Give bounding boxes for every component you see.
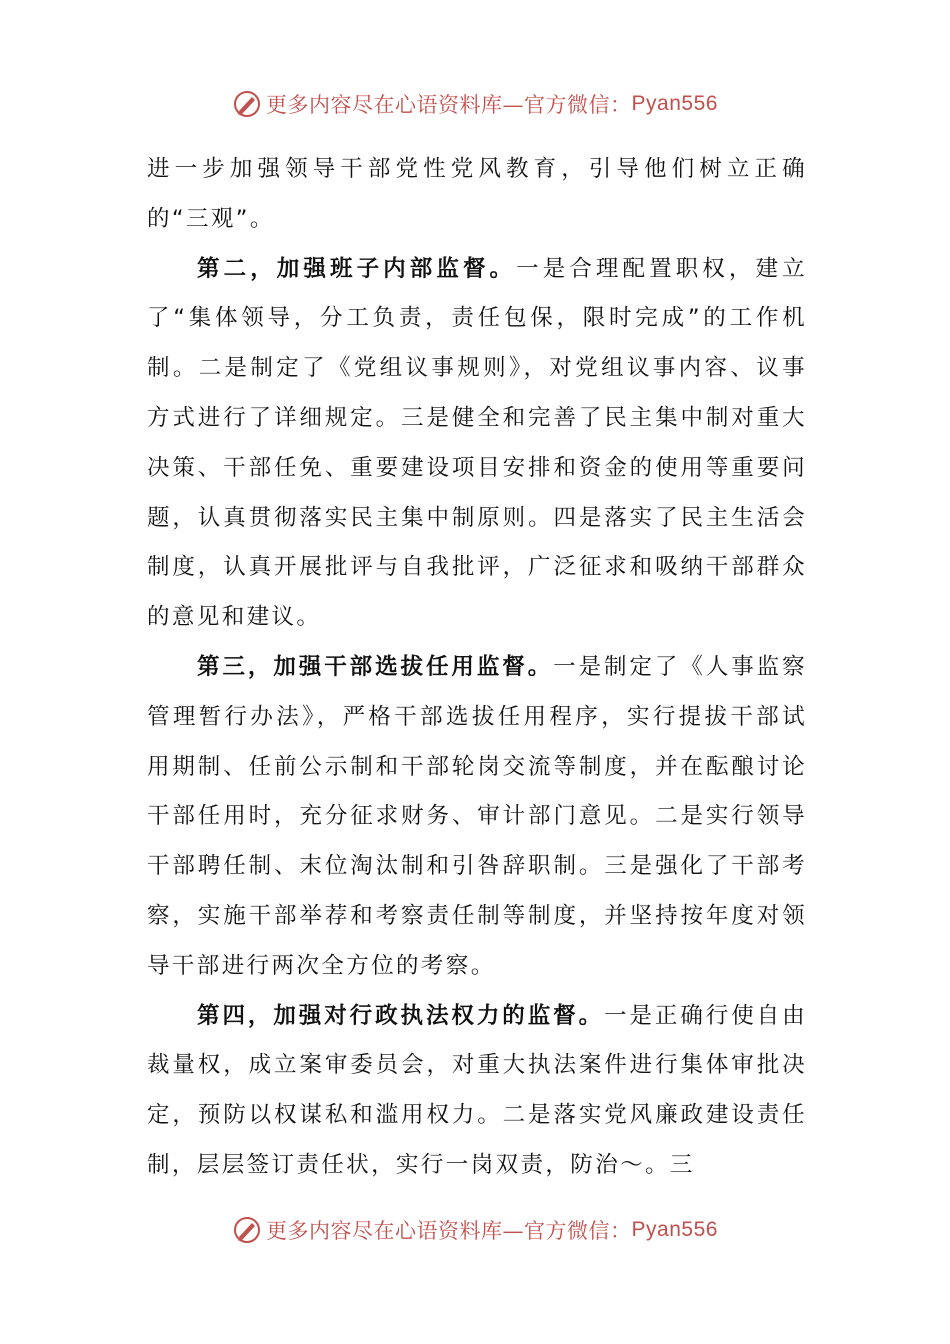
paragraph: [147, 992, 807, 1191]
header-banner: [0, 84, 950, 124]
paragraph: [147, 245, 807, 643]
paragraph-text: 一是正确行使自由裁量权，成立案审委员会，对重大执法案件进行集体审批决定，预防以权谋私和滥用权力。二是落实党风廉政建设责任制，层层签订责任状，实行一岗双责，防治～。三: [147, 1002, 808, 1178]
paragraph-heading: 第三，加强干部选拔任用监督。: [197, 653, 554, 680]
paragraph-text: 一是制定了《人事监察管理暂行办法》，严格干部选拔任用程序，实行提拔干部试用期制、任前公示制和干部轮岗交流等制度，并在酝酿讨论干部任用时，充分征求财务、审计部门意见。二是实行领导干部聘任制、末位淘汰制和引咎辞职制。三是强化了干部考察，实施干部举荐和考察责任制等制度，并坚持按年度对领导干部进行两次全方位的考察。: [147, 653, 807, 979]
footer-banner: [0, 1210, 950, 1250]
pen-logo-icon: [232, 1215, 262, 1245]
paragraph-text: 进一步加强领导干部党性党风教育，引导他们树立正确的“三观”。: [147, 156, 807, 232]
paragraph: [147, 145, 807, 245]
paragraph-text: 一是合理配置职权，建立了“集体领导，分工负责，责任包保，限时完成”的工作机制。二是制定了《党组议事规则》，对党组议事内容、议事方式进行了详细规定。三是健全和完善了民主集中制对重大决策、干部任免、重要建设项目安排和资金的使用等重要问题，认真贯彻落实民主集中制原则。四是落实了民主生活会制度，认真开展批评与自我批评，广泛征求和吸纳干部群众的意见和建议。: [147, 255, 807, 631]
body-text: [147, 145, 807, 1191]
banner-wechat-id: Pyan556: [631, 92, 718, 115]
banner-wechat-id: Pyan556: [631, 1218, 718, 1241]
paragraph-heading: 第四，加强对行政执法权力的监督。: [197, 1002, 605, 1029]
paragraph-heading: 第二，加强班子内部监督。: [197, 255, 517, 282]
banner-text: 更多内容尽在心语资料库—官方微信：: [266, 93, 632, 117]
pen-logo-icon: [232, 89, 262, 119]
banner-text: 更多内容尽在心语资料库—官方微信：: [266, 1219, 632, 1243]
paragraph: [147, 643, 807, 992]
